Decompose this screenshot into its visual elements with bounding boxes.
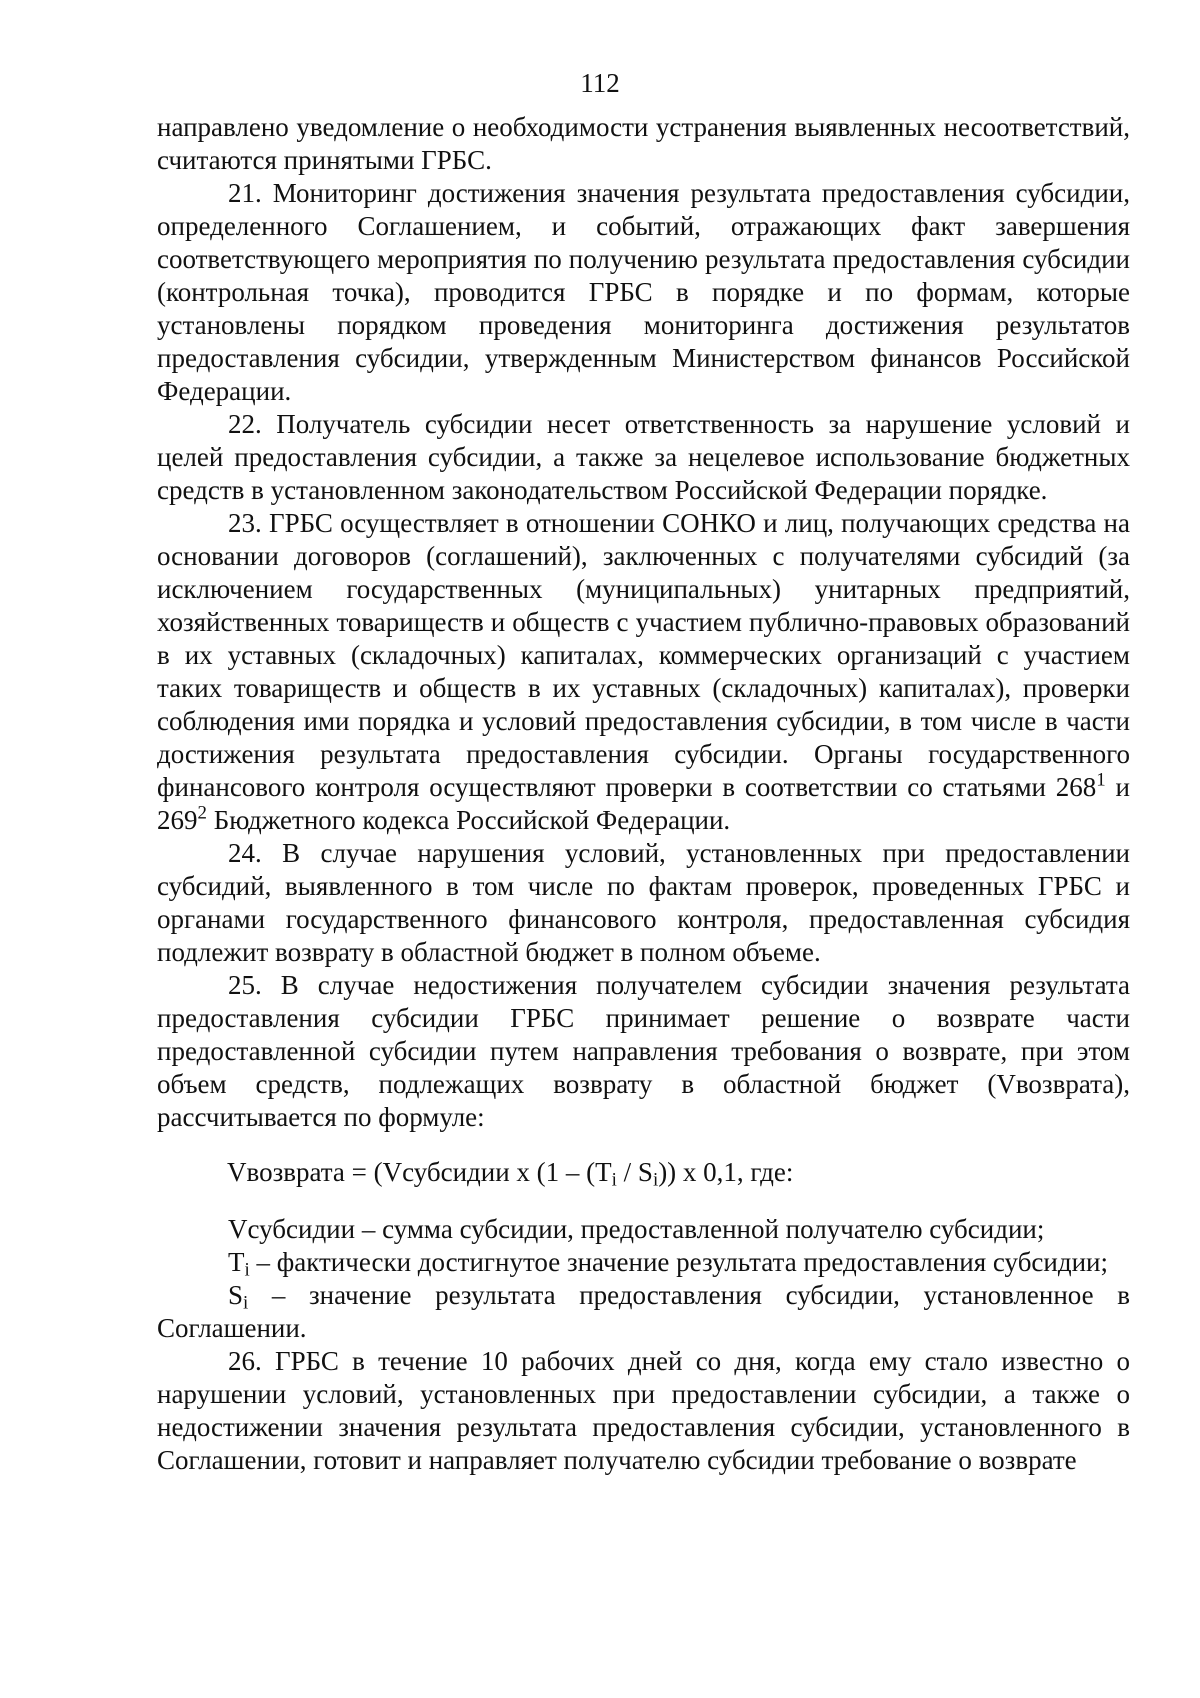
article-268-superscript: 1 — [1096, 769, 1106, 791]
paragraph-23-text: 23. ГРБС осуществляет в отношении СОНКО и лиц, получающих средства на основании договоров (соглашений), заключенных с получателями субсидий (за исключением государственных (муниципальных) унитарных предприятий, хозяйственных товариществ и обществ с участием публично-правовых образований в их уставных (складочных) капиталах, коммерческих организаций с участием таких товариществ и обществ в их уставных (складочных) капиталах), проверки соблюдения ими порядка и условий предоставления субсидии, в том числе в части достижения результата предоставления субсидии. Органы государственного финансового контроля осуществляют проверки в соответствии со статьями 268 — [157, 508, 1130, 802]
definition-v-subsidy: Vсубсидии – сумма субсидии, предоставленной получателю субсидии; — [228, 1214, 1045, 1244]
formula-subscript-s: i — [652, 1169, 659, 1191]
paragraph-25: 25. В случае недостижения получателем субсидии значения результата предоставления субсидии ГРБС принимает решение о возврате части предоставленной субсидии путем направления требования о возврате, при этом объем средств, подлежащих возврату в областной бюджет (Vвозврата), рассчитывается по формуле: — [157, 970, 1130, 1132]
definition-s — [157, 1279, 1130, 1345]
paragraph-continuation: направлено уведомление о необходимости устранения выявленных несоответствий, считаются принятыми ГРБС. — [157, 112, 1130, 175]
formula-part-3: )) x 0,1, где: — [658, 1157, 794, 1187]
article-269-superscript: 2 — [197, 802, 207, 824]
definition-s-text: – значение результата предоставления субсидии, установленное в Соглашении. — [157, 1280, 1130, 1343]
formula-part-2: / S — [616, 1157, 653, 1187]
paragraph-22: 22. Получатель субсидии несет ответственность за нарушение условий и целей предоставления субсидии, а также за нецелевое использование бюджетных средств в установленном законодательством Российской Федерации порядке. — [157, 409, 1130, 505]
definition-s-symbol: S — [228, 1280, 244, 1310]
document-body — [157, 111, 1130, 1477]
paragraph-23 — [157, 507, 1130, 837]
paragraph-23-text-end: Бюджетного кодекса Российской Федерации. — [206, 805, 731, 835]
definition-t-subscript: i — [244, 1259, 250, 1281]
definition-t-text: – фактически достигнутое значение результата предоставления субсидии; — [249, 1247, 1109, 1277]
paragraph-21: 21. Мониторинг достижения значения результата предоставления субсидии, определенного Соглашением, и событий, отражающих факт завершения соответствующего мероприятия по получению результата предоставления субсидии (контрольная точка), проводится ГРБС в порядке и по формам, которые установлены порядком проведения мониторинга достижения результатов предоставления субсидии, утвержденным Министерством финансов Российской Федерации. — [157, 178, 1130, 406]
definition-s-subscript: i — [243, 1292, 249, 1314]
paragraph-23-text-middle: и 269 — [157, 772, 1130, 835]
paragraph-24: 24. В случае нарушения условий, установленных при предоставлении субсидий, выявленного в том числе по фактам проверок, проведенных ГРБС и органами государственного финансового контроля, предоставленная субсидия подлежит возврату в областной бюджет в полном объеме. — [157, 838, 1130, 967]
return-formula — [157, 1156, 1130, 1189]
definition-t-symbol: T — [228, 1247, 245, 1277]
formula-subscript-t: i — [611, 1169, 617, 1191]
paragraph-26: 26. ГРБС в течение 10 рабочих дней со дня, когда ему стало известно о нарушении условий, установленных при предоставлении субсидии, а также о недостижении значения результата предоставления субсидии, установленного в Соглашении, готовит и направляет получателю субсидии требование о возврате — [157, 1346, 1130, 1475]
page-number: 112 — [580, 68, 620, 98]
formula-part-1: Vвозврата = (Vсубсидии x (1 – (T — [227, 1157, 612, 1187]
definition-t — [157, 1246, 1130, 1279]
